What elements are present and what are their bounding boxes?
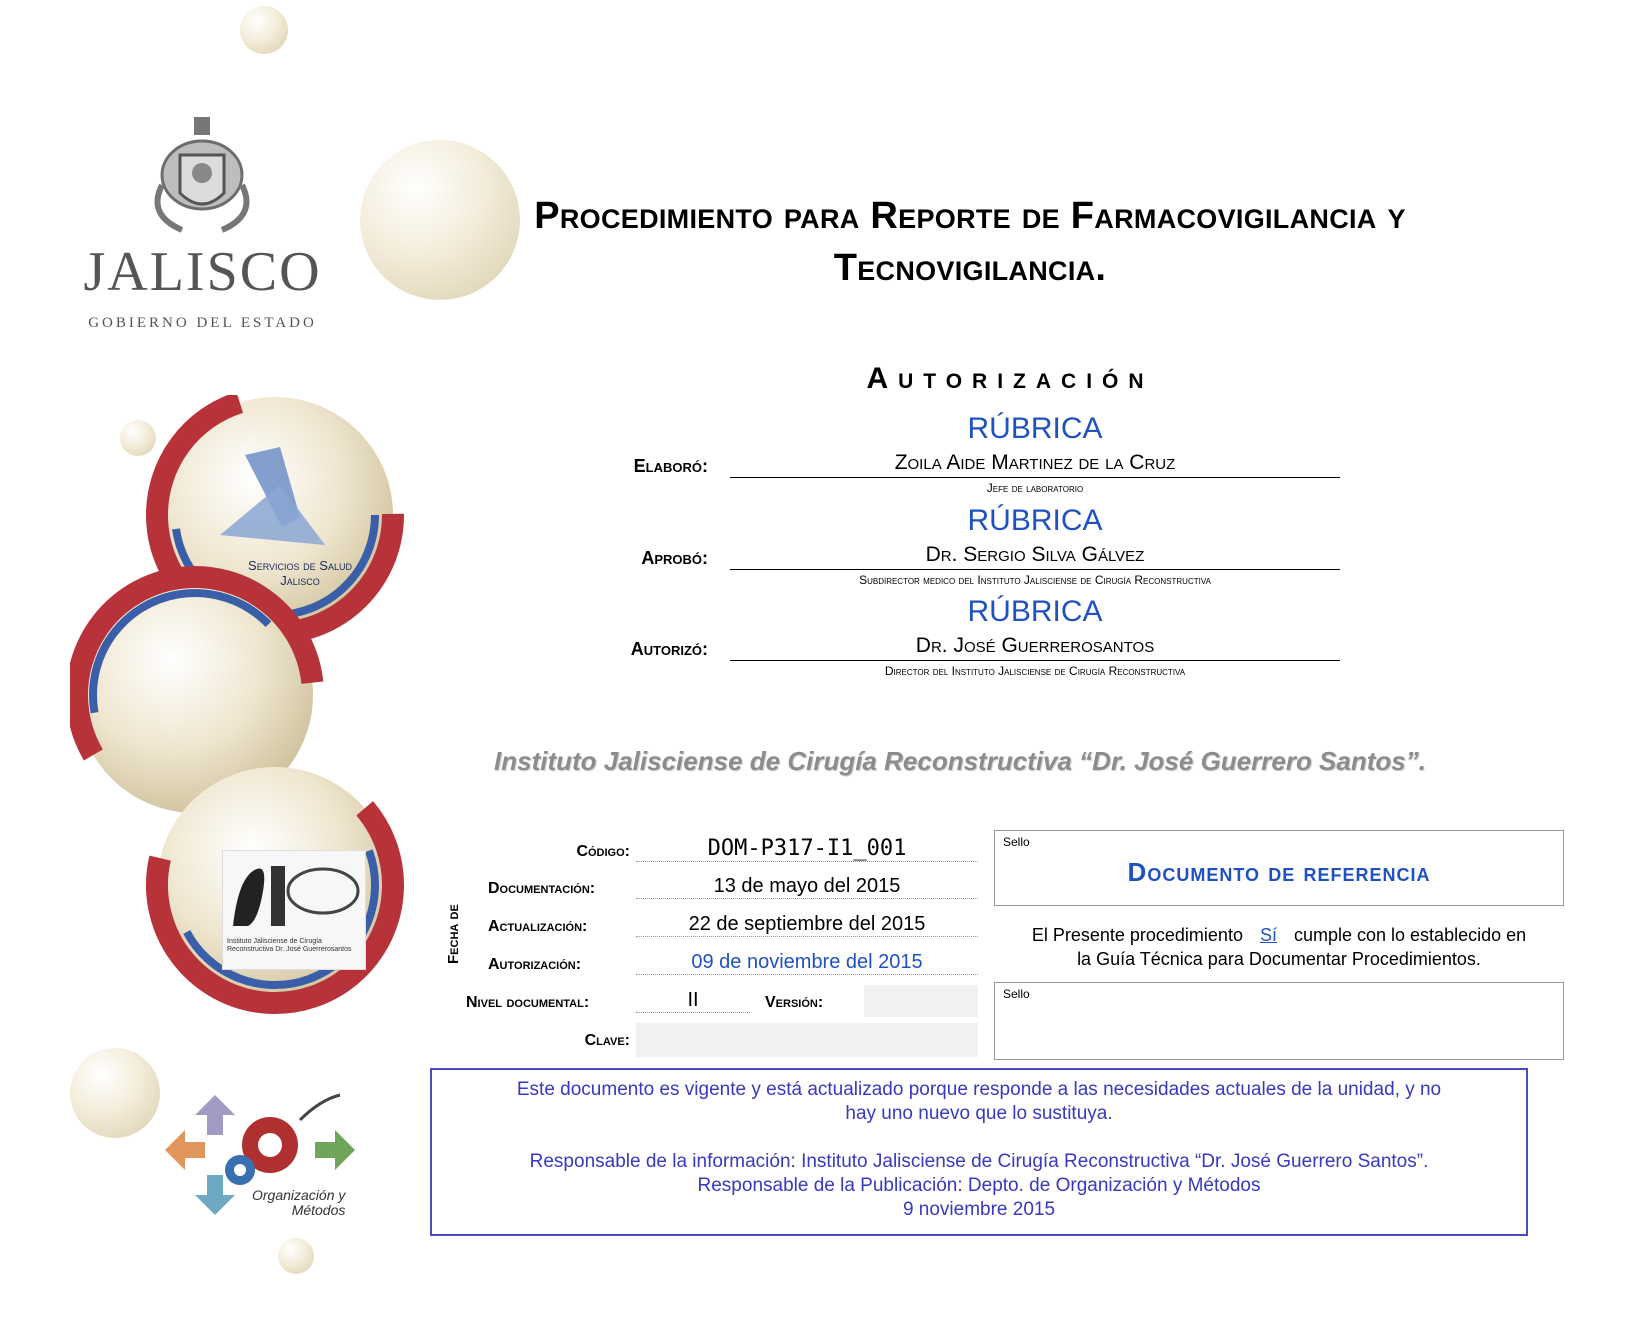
- notice-line-4: Responsable de la Publicación: Depto. de Organización y Métodos: [697, 1175, 1261, 1196]
- autorizacion-value: 09 de noviembre del 2015: [636, 951, 978, 975]
- rubrica-2: RÚBRICA: [967, 504, 1103, 537]
- signer-name-1: Zoila Aide Martinez de la Cruz: [730, 451, 1340, 478]
- sello-label-1: Sello: [1003, 835, 1030, 849]
- clave-field: [636, 1023, 978, 1057]
- fecha-de-label: Fecha de: [445, 904, 462, 964]
- ssj-line-1: Servicios de Salud: [248, 558, 352, 573]
- document-title: [430, 190, 1510, 294]
- decorative-sphere: [240, 6, 288, 54]
- rubrica-3: RÚBRICA: [967, 595, 1103, 628]
- title-line-2: Tecnovigilancia.: [833, 247, 1107, 289]
- role-elaboro: Elaboró:: [633, 456, 708, 476]
- ssj-line-2: Jalisco: [280, 573, 320, 588]
- compliance-suffix: cumple con lo establecido en: [1288, 925, 1527, 945]
- coat-of-arms-icon: [142, 115, 262, 250]
- signer-name-3: Dr. José Guerrerosantos: [730, 634, 1340, 661]
- autorizacion-label: Autorización:: [488, 956, 582, 973]
- compliance-line-2: la Guía Técnica para Documentar Procedimientos.: [1077, 949, 1481, 969]
- doc-type-stamp-box: [994, 830, 1564, 906]
- notice-line-1: Este documento es vigente y está actualizado porque responde a las necesidades actuales de la unidad, y no: [516, 1079, 1442, 1100]
- documentacion-value: 13 de mayo del 2015: [636, 875, 978, 899]
- compliance-prefix: El Presente procedimiento: [1031, 925, 1248, 945]
- jalisco-subtitle: GOBIERNO DEL ESTADO: [88, 315, 317, 331]
- institute-name: Instituto Jalisciense de Cirugía Reconstructiva “Dr. José Guerrero Santos”.: [494, 746, 1426, 776]
- actualizacion-value: 22 de septiembre del 2015: [636, 913, 978, 937]
- decorative-sphere: [70, 1048, 160, 1138]
- doc-type: Documento de referencia: [1127, 857, 1431, 887]
- om-line-1: Organización y: [252, 1187, 346, 1203]
- om-line-2: Métodos: [291, 1202, 346, 1218]
- rubrica-1: RÚBRICA: [967, 412, 1103, 445]
- clave-label: Clave:: [584, 1032, 630, 1049]
- nivel-documental-label: Nivel documental:: [466, 994, 590, 1011]
- silhouette-icon: [223, 851, 365, 931]
- stamp-box: [994, 982, 1564, 1060]
- om-logo: [160, 1090, 370, 1225]
- authorization-heading: Autorización: [866, 362, 1154, 395]
- signer-name-2: Dr. Sergio Silva Gálvez: [730, 543, 1340, 570]
- version-label: Versión:: [765, 994, 824, 1011]
- jalisco-logo: [80, 115, 325, 335]
- signer-position-1: Jefe de laboratorio: [986, 481, 1084, 495]
- institute-logo: [222, 850, 366, 970]
- notice-line-3: Responsable de la información: Instituto Jalisciense de Cirugía Reconstructiva “Dr. José Guerrero Santos”.: [529, 1151, 1429, 1172]
- ssj-label: [210, 558, 390, 588]
- codigo-value: DOM-P317-I1_001: [636, 836, 978, 862]
- notice-line-2: hay uno nuevo que lo sustituya.: [845, 1103, 1113, 1124]
- notice-line-5: 9 noviembre 2015: [902, 1199, 1056, 1220]
- role-autorizo: Autorizó:: [630, 639, 708, 659]
- institute-logo-text: Instituto Jalisciense de Cirugía Reconstructiva Dr. José Guerrerosantos: [227, 938, 352, 953]
- om-text: [252, 1188, 345, 1218]
- version-field: [864, 985, 978, 1017]
- sello-label-2: Sello: [1003, 987, 1030, 1001]
- signer-position-2: Subdirector medico del Instituto Jalisciense de Cirugía Reconstructiva: [859, 573, 1211, 587]
- signer-position-3: Director del Instituto Jalisciense de Cirugía Reconstructiva: [884, 664, 1186, 678]
- compliance-line-1: [994, 923, 1564, 947]
- compliance-statement: [994, 923, 1564, 971]
- compliance-answer: Sí: [1259, 925, 1277, 945]
- jalisco-name: JALISCO: [83, 241, 322, 303]
- actualizacion-label: Actualización:: [488, 918, 588, 935]
- title-line-1: Procedimiento para Reporte de Farmacovigilancia y: [534, 195, 1406, 237]
- role-aprobo: Aprobó:: [641, 548, 708, 568]
- codigo-label: Código:: [576, 843, 630, 860]
- decorative-sphere: [278, 1238, 314, 1274]
- documentacion-label: Documentación:: [488, 880, 596, 897]
- validity-notice: [430, 1068, 1528, 1236]
- nivel-documental-value: II: [636, 989, 750, 1013]
